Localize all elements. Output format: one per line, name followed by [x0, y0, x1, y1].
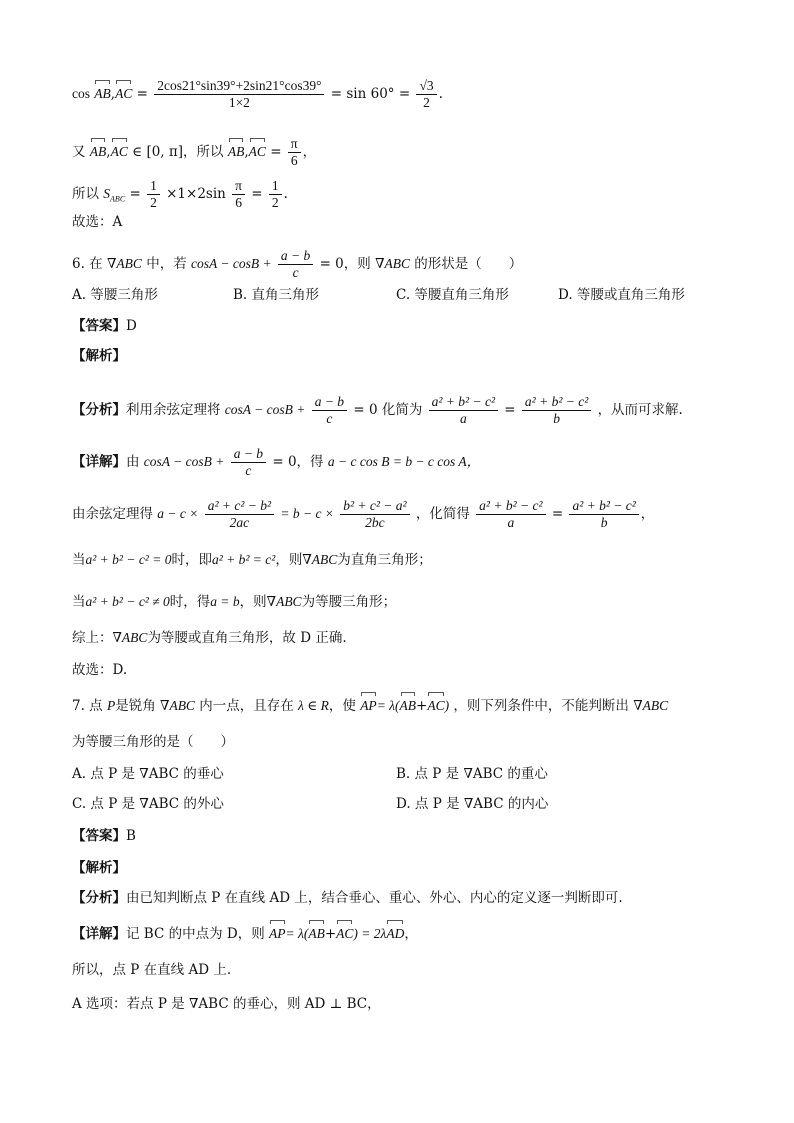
q6-case1: [72, 550, 432, 570]
case2-eq2: a = b: [210, 594, 240, 609]
triangle-symbol: ∇ABC: [106, 256, 142, 271]
q7-stem-line2: [72, 732, 234, 752]
yx-mid: = b − c ×: [280, 506, 334, 521]
q7-end: ，则下列条件中，不能判断出: [453, 698, 629, 714]
vector-ac-2: AC: [111, 142, 128, 162]
equals-sign: =: [129, 186, 141, 202]
q6-stem: [72, 248, 522, 281]
xj-frac-num: a − b: [231, 446, 266, 463]
q6-mid: 中，若: [146, 256, 187, 272]
vector-ab: AB: [94, 84, 111, 104]
q6-frac-den: c: [292, 265, 299, 280]
q7-line-a: A 选项：若点 P 是 ∇ABC 的垂心，则 AD ⊥ BC，: [72, 996, 381, 1012]
result-den: 2: [271, 195, 279, 210]
sqrt3-denominator: 2: [423, 95, 430, 110]
q6-summary: [72, 628, 347, 648]
cos-text: cos: [72, 86, 90, 101]
case1-res: 为直角三角形；: [337, 552, 432, 568]
fx-num-b: a² + b² − c²: [522, 394, 591, 411]
fenxi-frac-den: c: [326, 411, 333, 426]
q6-xiangjie: [72, 446, 480, 479]
q7-option-d: D. 点 P 是 ∇ABC 的内心: [396, 796, 549, 812]
half-den: 2: [150, 195, 157, 210]
fraction-pi-six: [288, 136, 301, 169]
yx-a: a − c ×: [157, 506, 199, 521]
case1-eq: a² + b² − c² = 0: [85, 552, 172, 567]
equals-sign: =: [251, 186, 263, 202]
yx-frac2: [340, 498, 409, 531]
vector-ab-2: AB: [90, 142, 107, 162]
triangle-symbol-5: ∇ABC: [112, 630, 148, 645]
vector-ap: AP: [360, 696, 377, 716]
case1-mid: 时，即: [171, 552, 212, 568]
answer-value-q7: B: [126, 828, 136, 844]
q6-option-b: B. 直角三角形: [233, 287, 320, 303]
fraction-sqrt3: [416, 78, 436, 111]
xj-text1-q7: 记 BC 的中点为 D，则: [126, 926, 265, 942]
vector-ab-xj: AB: [308, 924, 325, 944]
q6-choose: 故选：D.: [72, 662, 128, 678]
q6-number: 6. 在: [72, 256, 103, 272]
yx-post: ，化简得: [415, 506, 470, 522]
yx-n3: a² + b² − c²: [476, 498, 545, 515]
q7-number: 7. 点: [72, 698, 103, 714]
fenxi-text1: 利用余弦定理将: [126, 402, 221, 418]
q7-option-b: B. 点 P 是 ∇ABC 的重心: [396, 766, 548, 782]
q6-expr: cosA − cosB +: [191, 256, 272, 271]
summary-pre: 综上：: [72, 630, 113, 646]
xiangjie-label-q7: 【详解】: [72, 926, 126, 942]
q7-mid2: 内一点，且存在: [199, 698, 294, 714]
formula-angle-range: 又 AB,AC ∈ [0, π]，所以 AB,AC = $\frac{\pi}{6}$ ，: [72, 136, 317, 168]
formula-cos-angle: cos AB,AC = $\frac{2\cos 21^\circ\sin 39^\circ+2\sin 21^\circ\cos 39^\circ}{1\times 2}$ = sin 60° = $\frac{√3}{2}$ .: [72, 78, 443, 110]
q7-mid3: ，使: [328, 698, 356, 714]
q6-option-d: D. 等腰或直角三角形: [558, 287, 685, 303]
suoyi-text: 所以: [72, 186, 99, 202]
pi-numerator: π: [288, 136, 301, 153]
fenxi-label-q7: 【分析】: [72, 890, 126, 906]
you-text: 又: [72, 144, 86, 160]
vector-ac-q7: AC: [427, 696, 444, 716]
fenxi-text3: ，从而可求解.: [597, 402, 683, 418]
plus-sign: +: [416, 698, 428, 714]
vector-ab-3: AB: [228, 142, 245, 162]
sqrt3-numerator: √3: [416, 78, 436, 95]
yx-d4: b: [600, 515, 608, 530]
fenxi-text-q7: 由已知判断点 P 在直线 AD 上，结合垂心、重心、外心、内心的定义逐一判断即可.: [126, 890, 623, 906]
six-den-2: 6: [235, 195, 242, 210]
q6-analysis-label: 【解析】: [72, 348, 126, 364]
case2-eq: a² + b² − c² ≠ 0: [85, 594, 170, 609]
fx-num-a: a² + b² − c²: [429, 394, 498, 411]
xj-text3: a − c cos B = b − c cos A，: [327, 454, 481, 469]
q6-fenxi: 【分析】利用余弦定理将 cosA − cosB + $\frac{a - b}{c}$ = 0 化简为 $\frac{\text{a² + b² − c²}}{a}$ = $\frac{\text{a² + b² − c²}}{b}$ ，从而可求解.: [72, 394, 683, 426]
q6-frac-num: a − b: [278, 248, 313, 265]
xj-end: ，: [404, 926, 418, 942]
vector-ad: AD: [386, 924, 404, 944]
lambda-cond: λ ∈ R: [298, 698, 329, 713]
q7-stem: [72, 696, 668, 716]
q7-eq: = λ(: [376, 698, 400, 713]
area-symbol: S: [103, 186, 111, 201]
fenxi-frac-a: [429, 394, 498, 427]
vector-ap-2: AP: [269, 924, 286, 944]
six-denominator: 6: [290, 153, 298, 168]
fx-den-a: a: [459, 411, 467, 426]
yx-frac4: [569, 498, 638, 531]
fraction-numerator: 2cos21°sin39°+2sin21°cos39°: [154, 78, 324, 95]
xj-text2: = 0，得: [272, 454, 324, 470]
area-mid: ×1×2sin: [166, 186, 226, 202]
answer-label-q7: 【答案】: [72, 828, 126, 844]
triangle-symbol-3: ∇ABC: [302, 552, 338, 567]
triangle-symbol-4: ∇ABC: [266, 594, 302, 609]
fenxi-frac-b: [522, 394, 591, 427]
pi-num-2: π: [232, 178, 245, 195]
vector-ac-3: AC: [249, 142, 266, 162]
xj-frac-den: c: [245, 463, 252, 478]
fraction-main: [154, 78, 324, 111]
yx-d2: 2bc: [365, 515, 385, 530]
area-subscript: ABC: [110, 194, 126, 204]
yx-n4: a² + b² − c²: [569, 498, 638, 515]
answer-value: D: [126, 318, 137, 334]
result-num: 1: [269, 178, 282, 195]
half-num: 1: [147, 178, 160, 195]
q6-eq: = 0，则: [319, 256, 371, 272]
fraction-denominator: 1×2: [228, 95, 250, 110]
q7-xiangjie: [72, 924, 418, 944]
fraction-half: [147, 178, 160, 211]
yx-d3: a: [507, 515, 515, 530]
xj-frac: [231, 446, 266, 479]
yx-pre: 由余弦定理得: [72, 506, 153, 522]
q6-cosine-law: 由余弦定理得 a − c × $\frac{\text{a² + c² − b²}}{2ac}$ = b − c × $\frac{\text{b² + c² − a²}}{2bc}$ ，化简得 $\frac{\text{a² + b² − c²}}{a}$ = $\frac{\text{a² + b² − c²}}{b}$ ，: [72, 498, 655, 530]
yx-n1: a² + c² − b²: [205, 498, 274, 515]
xj-text1: 由: [126, 454, 140, 470]
plus-sign-2: +: [324, 926, 337, 942]
q6-answer: [72, 316, 137, 336]
q7-mid: 是锐角: [115, 698, 156, 714]
case2-end: ，则: [239, 594, 267, 610]
xj-expr: cosA − cosB +: [143, 454, 225, 469]
q7-analysis-label: 【解析】: [72, 860, 126, 876]
q7-line-so: 所以，点 P 在直线 AD 上.: [72, 962, 232, 978]
formula-area: 所以 $S_{ABC}$ = $\frac{1}{2}$ ×1×2sin $\frac{\pi}{6}$ = $\frac{1}{2}$ .: [72, 178, 288, 210]
fenxi-frac: [312, 394, 347, 427]
fenxi-label: 【分析】: [72, 402, 126, 418]
case1-end: ，则: [275, 552, 303, 568]
q6-case2: [72, 592, 396, 612]
xj-eq: = λ(: [285, 926, 309, 941]
triangle-symbol-6: ∇ABC: [160, 698, 195, 713]
q7-fenxi: [72, 888, 623, 908]
q7-line2: 为等腰三角形的是（ ）: [72, 734, 234, 750]
choose-a: 故选：A: [72, 214, 123, 230]
fenxi-frac-num: a − b: [312, 394, 347, 411]
vector-ac-xj: AC: [336, 924, 353, 944]
q7-answer: [72, 826, 136, 846]
summary-text: 为等腰或直角三角形，故 D 正确.: [147, 630, 347, 646]
fenxi-text2: = 0 化简为: [353, 402, 423, 418]
case2-pre: 当: [72, 594, 86, 610]
answer-label: 【答案】: [72, 318, 126, 334]
q7-option-c: C. 点 P 是 ∇ABC 的外心: [72, 796, 224, 812]
fx-den-b: b: [553, 411, 560, 426]
q6-fraction: [278, 248, 313, 281]
point-p: P: [106, 698, 116, 713]
triangle-symbol-7: ∇ABC: [633, 698, 669, 713]
case1-eq2: a² + b² = c²: [211, 552, 276, 567]
yx-frac1: [205, 498, 274, 531]
q6-end: 的形状是（ ）: [414, 256, 523, 272]
yx-frac3: [476, 498, 545, 531]
equals-sign: =: [270, 144, 282, 160]
yx-n2: b² + c² − a²: [340, 498, 409, 515]
case1-pre: 当: [72, 552, 86, 568]
vector-ab-q7: AB: [400, 696, 417, 716]
xj-eq2: ) = 2λ: [353, 926, 387, 941]
close-paren: ): [444, 698, 450, 713]
fraction-pi-six-2: [232, 178, 245, 211]
triangle-symbol-2: ∇ABC: [375, 256, 410, 271]
q7-option-a: A. 点 P 是 ∇ABC 的垂心: [72, 766, 224, 782]
vector-ac: AC: [115, 84, 132, 104]
fenxi-expr: cosA − cosB +: [224, 402, 306, 417]
q6-option-c: C. 等腰直角三角形: [396, 287, 509, 303]
range-text: ∈ [0, π]，所以: [132, 144, 224, 160]
case2-mid: 时，得: [169, 594, 211, 610]
case2-res: 为等腰三角形；: [301, 594, 397, 610]
rhs-text: = sin 60° =: [330, 86, 411, 102]
q6-option-a: A. 等腰三角形: [72, 287, 158, 303]
fraction-result-half: [269, 178, 282, 211]
yx-d1: 2ac: [229, 515, 250, 530]
xiangjie-label: 【详解】: [72, 454, 126, 470]
